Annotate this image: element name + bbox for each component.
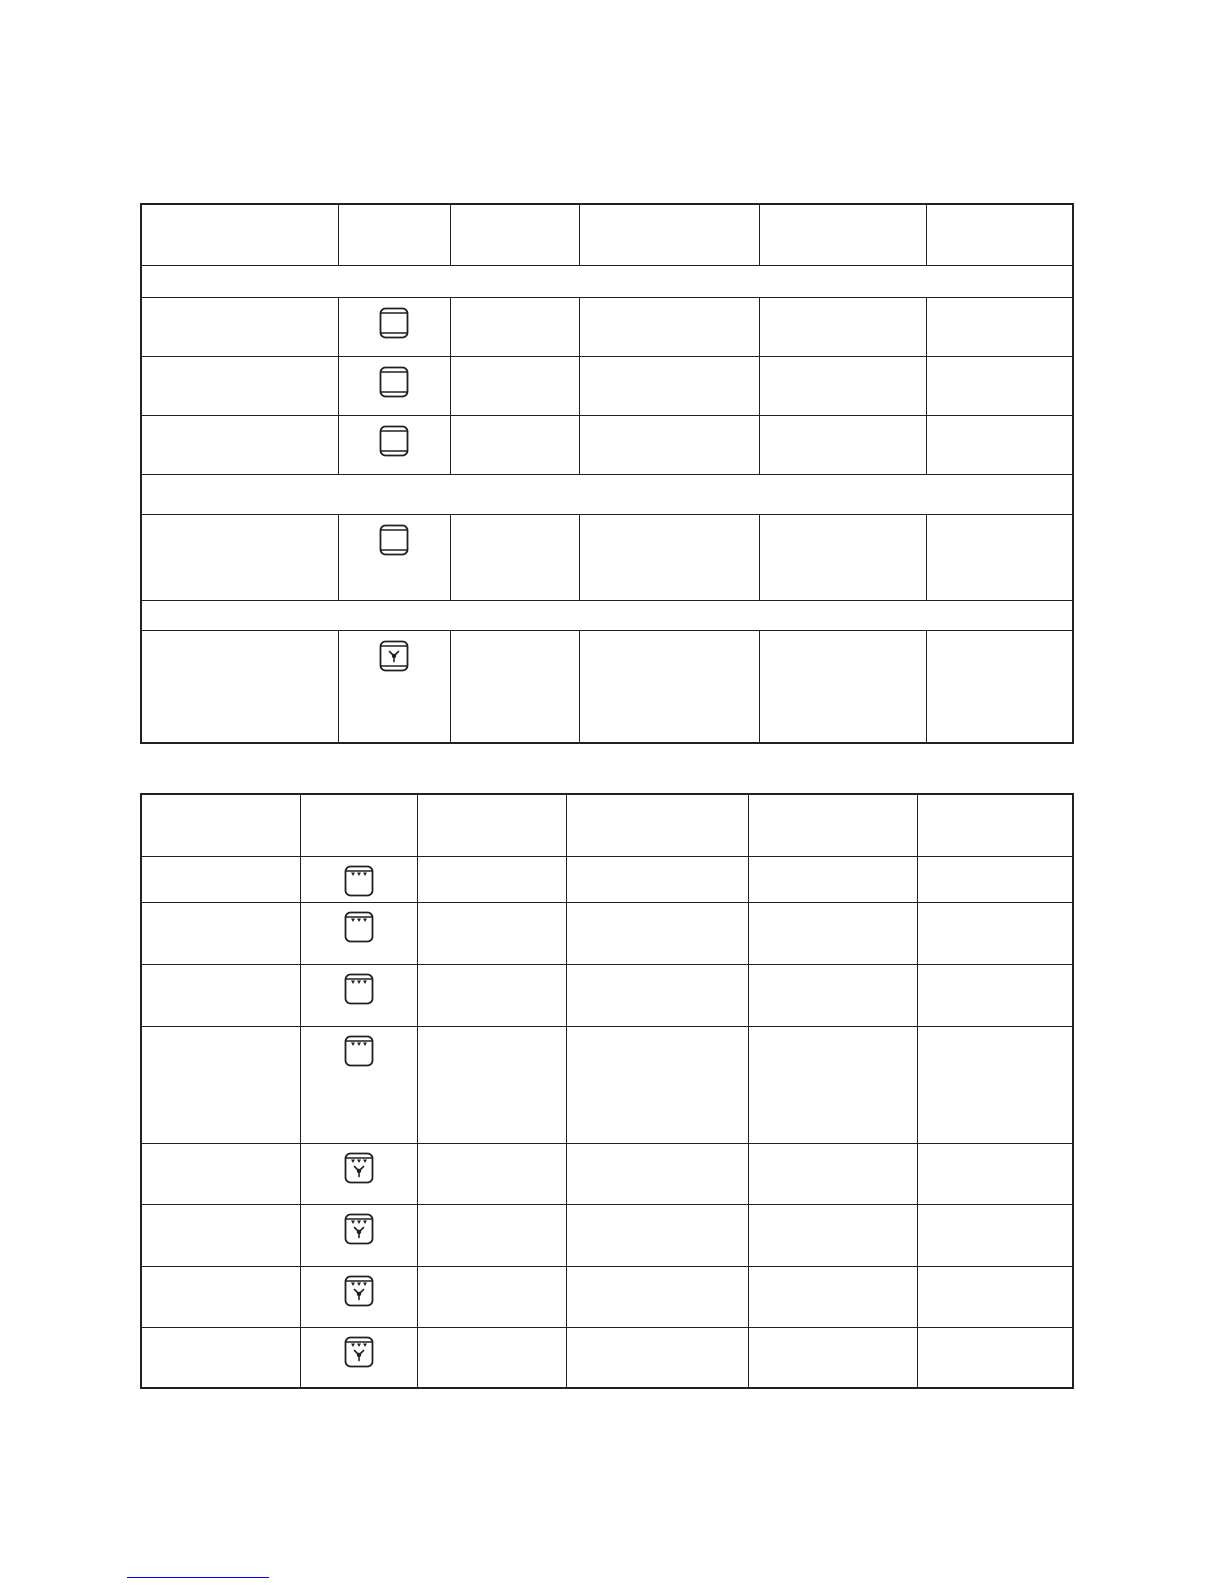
header-cell xyxy=(566,794,748,856)
grill-icon xyxy=(344,911,374,943)
table-cell xyxy=(926,356,1073,415)
table-cell xyxy=(417,1143,566,1204)
table-cell xyxy=(579,514,759,600)
cooking-table-2 xyxy=(140,793,1074,1389)
table-header-row xyxy=(141,794,1073,856)
table-cell xyxy=(141,514,338,600)
table-cell xyxy=(450,356,579,415)
table-cell xyxy=(579,415,759,474)
table-cell xyxy=(141,415,338,474)
table-cell xyxy=(566,964,748,1026)
table-cell xyxy=(748,964,917,1026)
fan-grill-icon xyxy=(344,1336,374,1368)
table-cell xyxy=(417,1266,566,1327)
section-row xyxy=(141,474,1073,514)
table-cell xyxy=(748,1026,917,1143)
table-cell xyxy=(748,1327,917,1388)
table-cell xyxy=(566,1143,748,1204)
table-cell xyxy=(450,630,579,743)
table-cell xyxy=(926,630,1073,743)
table-header-row xyxy=(141,204,1073,265)
table-row xyxy=(141,1204,1073,1266)
table-cell xyxy=(141,297,338,356)
header-cell xyxy=(338,204,450,265)
icon-cell xyxy=(300,964,417,1026)
fan-grill-icon xyxy=(344,1213,374,1245)
table-row xyxy=(141,964,1073,1026)
table-row xyxy=(141,1026,1073,1143)
table-row xyxy=(141,1266,1073,1327)
header-cell xyxy=(141,794,300,856)
header-cell xyxy=(748,794,917,856)
table-row xyxy=(141,1143,1073,1204)
table-cell xyxy=(917,1026,1073,1143)
table-row xyxy=(141,630,1073,743)
grill-icon xyxy=(344,1035,374,1067)
table-cell xyxy=(748,1143,917,1204)
table-cell xyxy=(141,630,338,743)
table-cell xyxy=(417,1327,566,1388)
grill-icon xyxy=(344,973,374,1005)
table-row xyxy=(141,514,1073,600)
table-cell xyxy=(748,1266,917,1327)
icon-cell xyxy=(300,1327,417,1388)
table-cell xyxy=(917,856,1073,902)
header-cell xyxy=(141,204,338,265)
conventional-heat-icon xyxy=(379,425,409,457)
table-cell xyxy=(917,1266,1073,1327)
table-cell xyxy=(141,1026,300,1143)
header-cell xyxy=(300,794,417,856)
table-cell xyxy=(759,297,926,356)
table-cell xyxy=(417,1204,566,1266)
table-cell xyxy=(450,514,579,600)
table-cell xyxy=(417,856,566,902)
conventional-heat-icon xyxy=(379,366,409,398)
table-cell xyxy=(141,902,300,964)
table-cell xyxy=(141,856,300,902)
table-cell xyxy=(917,1327,1073,1388)
table-cell xyxy=(759,415,926,474)
icon-cell xyxy=(300,1143,417,1204)
table-row xyxy=(141,415,1073,474)
table-cell xyxy=(566,1026,748,1143)
table-cell xyxy=(917,902,1073,964)
table-cell xyxy=(579,630,759,743)
table-cell xyxy=(141,1143,300,1204)
icon-cell xyxy=(338,630,450,743)
table-cell xyxy=(141,964,300,1026)
table-cell xyxy=(141,1266,300,1327)
table-cell xyxy=(417,1026,566,1143)
table-cell xyxy=(566,1204,748,1266)
table-cell xyxy=(748,856,917,902)
conventional-heat-icon xyxy=(379,307,409,339)
icon-cell xyxy=(338,415,450,474)
section-row xyxy=(141,265,1073,297)
table-row xyxy=(141,902,1073,964)
table-cell xyxy=(748,1204,917,1266)
icon-cell xyxy=(338,514,450,600)
icon-cell xyxy=(300,1204,417,1266)
header-cell xyxy=(759,204,926,265)
table-cell xyxy=(926,514,1073,600)
cooking-table-1 xyxy=(140,203,1074,744)
table-cell xyxy=(450,415,579,474)
table-cell xyxy=(141,356,338,415)
grill-icon xyxy=(344,865,374,897)
table-row xyxy=(141,856,1073,902)
footer-link-underline[interactable] xyxy=(127,1577,269,1578)
section-label xyxy=(141,600,1073,630)
header-cell xyxy=(579,204,759,265)
header-cell xyxy=(450,204,579,265)
table-cell xyxy=(417,964,566,1026)
section-row xyxy=(141,600,1073,630)
section-label xyxy=(141,474,1073,514)
table-cell xyxy=(566,902,748,964)
table-cell xyxy=(579,297,759,356)
table-cell xyxy=(566,1327,748,1388)
table-cell xyxy=(759,630,926,743)
table-cell xyxy=(566,856,748,902)
icon-cell xyxy=(300,1266,417,1327)
table-cell xyxy=(417,902,566,964)
table-cell xyxy=(141,1327,300,1388)
table-cell xyxy=(917,1204,1073,1266)
table-cell xyxy=(450,297,579,356)
table-row xyxy=(141,297,1073,356)
table-cell xyxy=(917,1143,1073,1204)
table-cell xyxy=(759,514,926,600)
table-cell xyxy=(579,356,759,415)
header-cell xyxy=(917,794,1073,856)
section-label xyxy=(141,265,1073,297)
icon-cell xyxy=(300,856,417,902)
table-cell xyxy=(759,356,926,415)
table-cell xyxy=(566,1266,748,1327)
icon-cell xyxy=(338,356,450,415)
header-cell xyxy=(417,794,566,856)
fan-grill-icon xyxy=(344,1275,374,1307)
table-cell xyxy=(748,902,917,964)
fan-heat-icon xyxy=(379,640,409,672)
table-cell xyxy=(926,297,1073,356)
conventional-heat-icon xyxy=(379,524,409,556)
table-cell xyxy=(141,1204,300,1266)
table-cell xyxy=(917,964,1073,1026)
icon-cell xyxy=(300,1026,417,1143)
table-row xyxy=(141,1327,1073,1388)
fan-grill-icon xyxy=(344,1152,374,1184)
icon-cell xyxy=(338,297,450,356)
table-cell xyxy=(926,415,1073,474)
header-cell xyxy=(926,204,1073,265)
icon-cell xyxy=(300,902,417,964)
table-row xyxy=(141,356,1073,415)
